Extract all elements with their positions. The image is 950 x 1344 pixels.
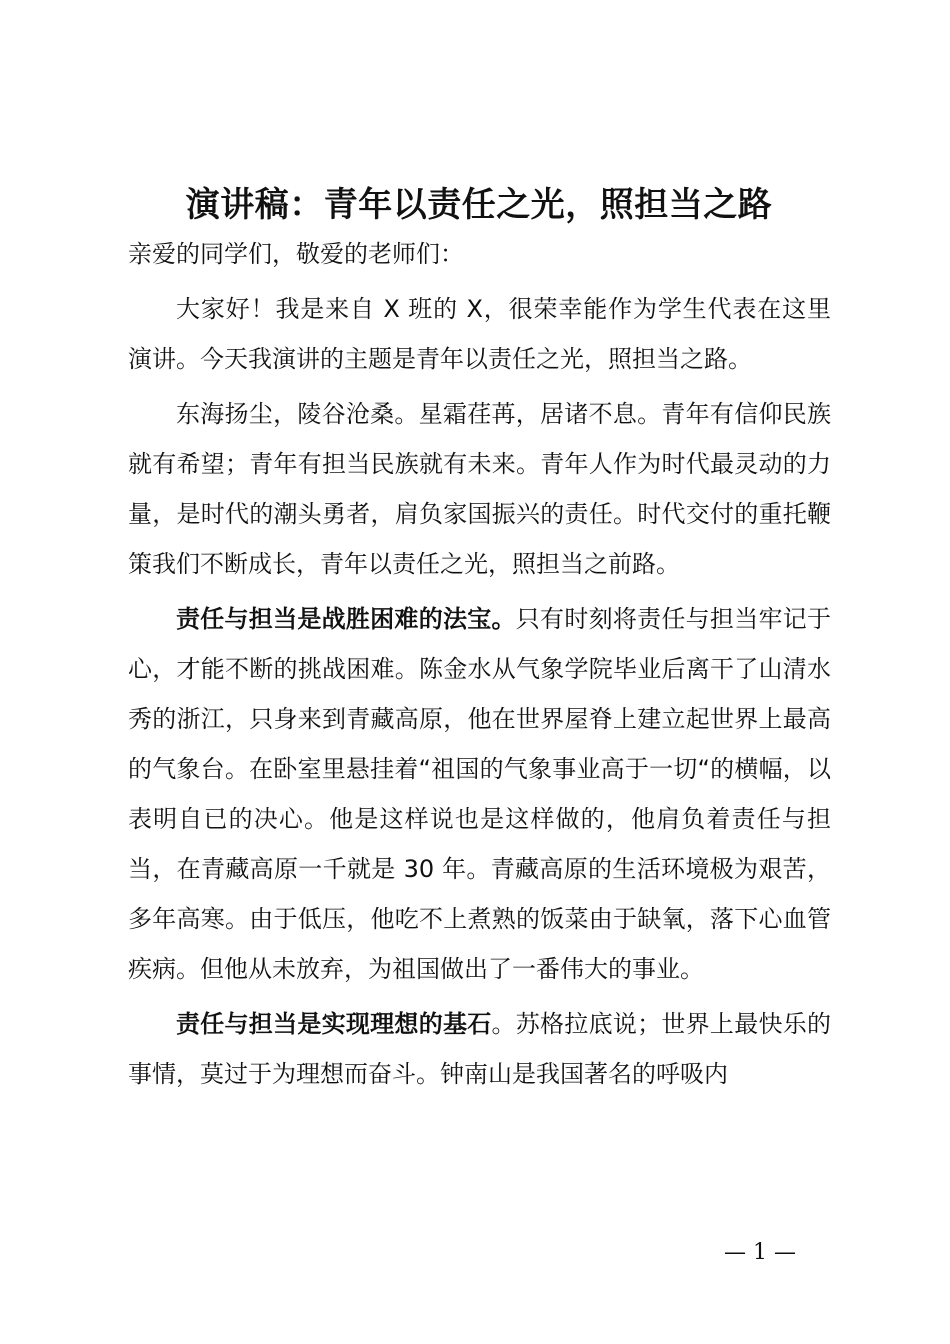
paragraph-lead: 责任与担当是战胜困难的法宝。	[176, 605, 516, 633]
document-body	[128, 229, 831, 1104]
document-title: 演讲稿：青年以责任之光，照担当之路	[185, 185, 773, 225]
paragraph-text: 只有时刻将责任与担当牢记于心，才能不断的挑战困难。陈金水从气象学院毕业后离干了山清水秀的浙江，只身来到青藏高原，他在世界屋脊上建立起世界上最高的气象台。在卧室里悬挂着“祖国的气象事业高于一切“的横幅，以表明自已的决心。他是这样说也是这样做的，他肩负着责任与担当，在青藏高原一千就是 30 年。青藏高原的生活环境极为艰苦，多年高寒。由于低压，他吃不上煮熟的饭菜由于缺氧，落下心血管疾病。但他从未放弃，为祖国做出了一番伟大的事业。	[128, 605, 832, 983]
salutation: 亲爱的同学们，敬爱的老师们：	[128, 240, 464, 268]
paragraph-text: 大家好！我是来自 X 班的 X，很荣幸能作为学生代表在这里演讲。今天我演讲的主题是青年以责任之光，照担当之路。	[128, 295, 831, 373]
paragraph-lead: 责任与担当是实现理想的基石	[176, 1010, 492, 1038]
page-number: — 1 —	[724, 1240, 796, 1265]
paragraph-greeting	[128, 284, 831, 384]
paragraph-text: 。苏格拉底说；世界上最快乐的事情，莫过于为理想而奋斗。钟南山是我国著名的呼吸内	[128, 1010, 831, 1088]
paragraph-responsibility-difficulty	[128, 594, 831, 994]
paragraph-responsibility-ideal	[128, 999, 831, 1099]
paragraph-intro	[128, 389, 831, 589]
paragraph-text: 东海扬尘，陵谷沧桑。星霜荏苒，居诸不息。青年有信仰民族就有希望；青年有担当民族就有未来。青年人作为时代最灵动的力量，是时代的潮头勇者，肩负家国振兴的责任。时代交付的重托鞭策我们不断成长，青年以责任之光，照担当之前路。	[128, 400, 831, 578]
